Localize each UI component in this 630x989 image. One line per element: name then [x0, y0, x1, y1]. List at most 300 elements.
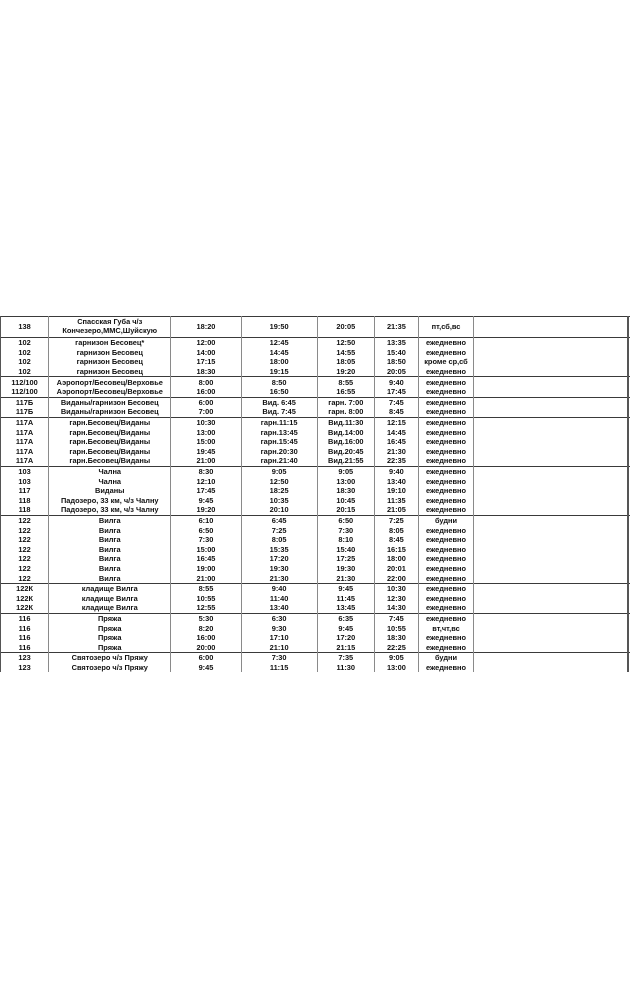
operating-days-cell: ежедневно: [418, 593, 473, 603]
route-number-cell: 122К: [1, 603, 49, 613]
sheet-left-border: [0, 316, 1, 672]
departure-time-cell: 14:00: [171, 348, 241, 358]
arrival-time-cell: 6:45: [241, 515, 317, 525]
route-number-cell: 117А: [1, 417, 49, 427]
operating-days-cell: будни: [418, 653, 473, 663]
empty-cell: [474, 348, 630, 358]
empty-cell: [474, 377, 630, 387]
destination-cell: кладище Вилга: [49, 583, 171, 593]
return-departure-cell: 18:05: [317, 357, 374, 367]
schedule-row: [1, 564, 630, 574]
operating-days-cell: ежедневно: [418, 496, 473, 506]
arrival-time-cell: 15:35: [241, 544, 317, 554]
departure-time-cell: 10:30: [171, 417, 241, 427]
route-number-cell: 122: [1, 564, 49, 574]
route-number-cell: 117А: [1, 437, 49, 447]
route-number-cell: 112/100: [1, 377, 49, 387]
operating-days-cell: ежедневно: [418, 486, 473, 496]
schedule-row: [1, 338, 630, 348]
schedule-row: [1, 486, 630, 496]
schedule-row: [1, 476, 630, 486]
operating-days-cell: ежедневно: [418, 573, 473, 583]
arrival-time-cell: 21:10: [241, 642, 317, 652]
operating-days-cell: вт,чт,вс: [418, 623, 473, 633]
destination-cell: Виданы/гарнизон Бесовец: [49, 407, 171, 417]
return-arrival-cell: 12:15: [374, 417, 418, 427]
empty-cell: [474, 505, 630, 515]
route-number-cell: 123: [1, 653, 49, 663]
departure-time-cell: 17:15: [171, 357, 241, 367]
schedule-row: [1, 663, 630, 672]
departure-time-cell: 12:10: [171, 476, 241, 486]
operating-days-cell: ежедневно: [418, 554, 473, 564]
operating-days-cell: ежедневно: [418, 564, 473, 574]
return-departure-cell: 12:50: [317, 338, 374, 348]
route-number-cell: 116: [1, 613, 49, 623]
destination-cell: Вилга: [49, 573, 171, 583]
return-arrival-cell: 16:15: [374, 544, 418, 554]
return-departure-cell: 6:50: [317, 515, 374, 525]
schedule-row: [1, 544, 630, 554]
empty-cell: [474, 447, 630, 457]
route-number-cell: 117Б: [1, 397, 49, 407]
return-arrival-cell: 8:45: [374, 407, 418, 417]
arrival-time-cell: 19:30: [241, 564, 317, 574]
return-departure-cell: 17:25: [317, 554, 374, 564]
arrival-time-cell: 11:15: [241, 663, 317, 672]
destination-cell: кладище Вилга: [49, 603, 171, 613]
schedule-row: [1, 367, 630, 377]
destination-cell: гарнизон Бесовец: [49, 348, 171, 358]
arrival-time-cell: 12:45: [241, 338, 317, 348]
schedule-row: [1, 505, 630, 515]
departure-time-cell: 16:45: [171, 554, 241, 564]
empty-cell: [474, 653, 630, 663]
destination-cell: Чална: [49, 476, 171, 486]
arrival-time-cell: 8:05: [241, 535, 317, 545]
return-arrival-cell: 8:45: [374, 535, 418, 545]
return-arrival-cell: 14:30: [374, 603, 418, 613]
schedule-row: [1, 456, 630, 466]
bus-schedule-table: [0, 316, 630, 672]
destination-cell: гарн.Бесовец/Виданы: [49, 456, 171, 466]
operating-days-cell: ежедневно: [418, 525, 473, 535]
route-number-cell: 117А: [1, 427, 49, 437]
route-number-cell: 103: [1, 476, 49, 486]
empty-cell: [474, 593, 630, 603]
destination-cell: Виданы/гарнизон Бесовец: [49, 397, 171, 407]
arrival-time-cell: 17:20: [241, 554, 317, 564]
departure-time-cell: 9:45: [171, 496, 241, 506]
empty-cell: [474, 367, 630, 377]
schedule-row: [1, 642, 630, 652]
return-arrival-cell: 16:45: [374, 437, 418, 447]
empty-cell: [474, 583, 630, 593]
return-arrival-cell: 15:40: [374, 348, 418, 358]
destination-cell: гарнизон Бесовец: [49, 367, 171, 377]
destination-cell: Вилга: [49, 525, 171, 535]
departure-time-cell: 8:55: [171, 583, 241, 593]
schedule-row: [1, 496, 630, 506]
arrival-time-cell: 19:15: [241, 367, 317, 377]
destination-cell: Пряжа: [49, 642, 171, 652]
schedule-row: [1, 525, 630, 535]
schedule-row: [1, 593, 630, 603]
return-arrival-cell: 13:00: [374, 663, 418, 672]
route-number-cell: 122К: [1, 593, 49, 603]
return-arrival-cell: 17:45: [374, 387, 418, 397]
departure-time-cell: 19:00: [171, 564, 241, 574]
route-number-cell: 118: [1, 496, 49, 506]
route-number-cell: 102: [1, 367, 49, 377]
destination-cell: Вилга: [49, 535, 171, 545]
empty-cell: [474, 317, 630, 338]
departure-time-cell: 10:55: [171, 593, 241, 603]
operating-days-cell: ежедневно: [418, 663, 473, 672]
departure-time-cell: 5:30: [171, 613, 241, 623]
return-departure-cell: гарн. 8:00: [317, 407, 374, 417]
route-number-cell: 122: [1, 535, 49, 545]
operating-days-cell: ежедневно: [418, 603, 473, 613]
departure-time-cell: 8:00: [171, 377, 241, 387]
departure-time-cell: 13:00: [171, 427, 241, 437]
return-departure-cell: 10:45: [317, 496, 374, 506]
return-departure-cell: 21:30: [317, 573, 374, 583]
return-arrival-cell: 22:00: [374, 573, 418, 583]
route-number-cell: 122: [1, 525, 49, 535]
empty-cell: [474, 544, 630, 554]
destination-cell: Падозеро, 33 км, ч/з Чалну: [49, 505, 171, 515]
empty-cell: [474, 515, 630, 525]
return-arrival-cell: 11:35: [374, 496, 418, 506]
return-arrival-cell: 12:30: [374, 593, 418, 603]
return-departure-cell: 19:20: [317, 367, 374, 377]
return-arrival-cell: 9:40: [374, 377, 418, 387]
arrival-time-cell: 17:10: [241, 633, 317, 643]
route-number-cell: 117Б: [1, 407, 49, 417]
destination-cell: Вилга: [49, 564, 171, 574]
operating-days-cell: ежедневно: [418, 633, 473, 643]
departure-time-cell: 15:00: [171, 437, 241, 447]
return-arrival-cell: 18:50: [374, 357, 418, 367]
return-departure-cell: гарн. 7:00: [317, 397, 374, 407]
departure-time-cell: 6:10: [171, 515, 241, 525]
departure-time-cell: 7:30: [171, 535, 241, 545]
schedule-row: [1, 437, 630, 447]
route-number-cell: 116: [1, 623, 49, 633]
schedule-row: [1, 633, 630, 643]
return-departure-cell: Вид.14:00: [317, 427, 374, 437]
sheet-right-border: [627, 316, 629, 672]
operating-days-cell: кроме ср,сб: [418, 357, 473, 367]
schedule-row: [1, 377, 630, 387]
schedule-row: [1, 427, 630, 437]
schedule-row: [1, 515, 630, 525]
empty-cell: [474, 427, 630, 437]
route-number-cell: 102: [1, 348, 49, 358]
return-arrival-cell: 20:01: [374, 564, 418, 574]
arrival-time-cell: 18:25: [241, 486, 317, 496]
arrival-time-cell: 6:30: [241, 613, 317, 623]
departure-time-cell: 12:00: [171, 338, 241, 348]
empty-cell: [474, 456, 630, 466]
operating-days-cell: ежедневно: [418, 476, 473, 486]
return-departure-cell: 6:35: [317, 613, 374, 623]
arrival-time-cell: гарн.13:45: [241, 427, 317, 437]
schedule-sheet: [0, 316, 630, 672]
schedule-row: [1, 653, 630, 663]
destination-cell: Виданы: [49, 486, 171, 496]
empty-cell: [474, 623, 630, 633]
departure-time-cell: 6:00: [171, 653, 241, 663]
destination-cell: гарн.Бесовец/Виданы: [49, 417, 171, 427]
destination-cell: гарн.Бесовец/Виданы: [49, 447, 171, 457]
return-departure-cell: 13:00: [317, 476, 374, 486]
operating-days-cell: ежедневно: [418, 367, 473, 377]
arrival-time-cell: 14:45: [241, 348, 317, 358]
departure-time-cell: 21:00: [171, 573, 241, 583]
destination-cell: Падозеро, 33 км, ч/з Чалну: [49, 496, 171, 506]
schedule-row: [1, 554, 630, 564]
route-number-cell: 118: [1, 505, 49, 515]
return-departure-cell: Вид.11:30: [317, 417, 374, 427]
return-arrival-cell: 21:35: [374, 317, 418, 338]
return-departure-cell: 21:15: [317, 642, 374, 652]
operating-days-cell: ежедневно: [418, 437, 473, 447]
route-number-cell: 138: [1, 317, 49, 338]
return-arrival-cell: 7:45: [374, 613, 418, 623]
empty-cell: [474, 573, 630, 583]
empty-cell: [474, 486, 630, 496]
destination-cell: гарнизон Бесовец*: [49, 338, 171, 348]
operating-days-cell: ежедневно: [418, 544, 473, 554]
operating-days-cell: ежедневно: [418, 505, 473, 515]
return-departure-cell: 8:55: [317, 377, 374, 387]
operating-days-cell: ежедневно: [418, 447, 473, 457]
departure-time-cell: 19:20: [171, 505, 241, 515]
empty-cell: [474, 476, 630, 486]
arrival-time-cell: гарн.15:45: [241, 437, 317, 447]
return-departure-cell: 18:30: [317, 486, 374, 496]
return-arrival-cell: 21:30: [374, 447, 418, 457]
arrival-time-cell: гарн.21:40: [241, 456, 317, 466]
schedule-row: [1, 407, 630, 417]
return-arrival-cell: 19:10: [374, 486, 418, 496]
destination-cell: Чална: [49, 466, 171, 476]
operating-days-cell: будни: [418, 515, 473, 525]
return-departure-cell: 19:30: [317, 564, 374, 574]
destination-cell: Святозеро ч/з Пряжу: [49, 663, 171, 672]
operating-days-cell: ежедневно: [418, 377, 473, 387]
return-arrival-cell: 9:05: [374, 653, 418, 663]
departure-time-cell: 18:30: [171, 367, 241, 377]
return-departure-cell: Вид.20:45: [317, 447, 374, 457]
return-departure-cell: 8:10: [317, 535, 374, 545]
return-departure-cell: Вид.16:00: [317, 437, 374, 447]
route-number-cell: 112/100: [1, 387, 49, 397]
empty-cell: [474, 663, 630, 672]
operating-days-cell: ежедневно: [418, 456, 473, 466]
route-number-cell: 122: [1, 515, 49, 525]
schedule-row: [1, 573, 630, 583]
return-departure-cell: 7:30: [317, 525, 374, 535]
return-departure-cell: 13:45: [317, 603, 374, 613]
destination-cell: Вилга: [49, 554, 171, 564]
return-arrival-cell: 8:05: [374, 525, 418, 535]
operating-days-cell: ежедневно: [418, 338, 473, 348]
departure-time-cell: 15:00: [171, 544, 241, 554]
arrival-time-cell: Вид. 6:45: [241, 397, 317, 407]
destination-cell: Пряжа: [49, 633, 171, 643]
operating-days-cell: ежедневно: [418, 583, 473, 593]
return-departure-cell: 20:15: [317, 505, 374, 515]
schedule-row: [1, 535, 630, 545]
return-arrival-cell: 20:05: [374, 367, 418, 377]
destination-cell: Святозеро ч/з Пряжу: [49, 653, 171, 663]
arrival-time-cell: гарн.20:30: [241, 447, 317, 457]
return-departure-cell: 16:55: [317, 387, 374, 397]
departure-time-cell: 19:45: [171, 447, 241, 457]
return-departure-cell: 9:45: [317, 623, 374, 633]
operating-days-cell: ежедневно: [418, 642, 473, 652]
schedule-body: [1, 317, 630, 673]
route-number-cell: 116: [1, 633, 49, 643]
return-arrival-cell: 18:30: [374, 633, 418, 643]
destination-cell: гарн.Бесовец/Виданы: [49, 427, 171, 437]
arrival-time-cell: Вид. 7:45: [241, 407, 317, 417]
empty-cell: [474, 496, 630, 506]
arrival-time-cell: 13:40: [241, 603, 317, 613]
departure-time-cell: 18:20: [171, 317, 241, 338]
route-number-cell: 116: [1, 642, 49, 652]
departure-time-cell: 17:45: [171, 486, 241, 496]
schedule-row: [1, 317, 630, 338]
operating-days-cell: ежедневно: [418, 387, 473, 397]
schedule-row: [1, 417, 630, 427]
operating-days-cell: ежедневно: [418, 613, 473, 623]
destination-cell: Вилга: [49, 515, 171, 525]
arrival-time-cell: 7:30: [241, 653, 317, 663]
empty-cell: [474, 417, 630, 427]
return-arrival-cell: 10:30: [374, 583, 418, 593]
arrival-time-cell: 18:00: [241, 357, 317, 367]
route-number-cell: 122: [1, 544, 49, 554]
departure-time-cell: 6:00: [171, 397, 241, 407]
return-departure-cell: 9:45: [317, 583, 374, 593]
route-number-cell: 117: [1, 486, 49, 496]
departure-time-cell: 16:00: [171, 633, 241, 643]
departure-time-cell: 9:45: [171, 663, 241, 672]
departure-time-cell: 8:30: [171, 466, 241, 476]
operating-days-cell: ежедневно: [418, 407, 473, 417]
operating-days-cell: ежедневно: [418, 397, 473, 407]
operating-days-cell: ежедневно: [418, 427, 473, 437]
return-departure-cell: 15:40: [317, 544, 374, 554]
return-arrival-cell: 7:45: [374, 397, 418, 407]
empty-cell: [474, 633, 630, 643]
schedule-row: [1, 397, 630, 407]
destination-cell: Спасская Губа ч/з Кончезеро,ММС,Шуйскую: [49, 317, 171, 338]
return-arrival-cell: 14:45: [374, 427, 418, 437]
destination-cell: гарнизон Бесовец: [49, 357, 171, 367]
departure-time-cell: 6:50: [171, 525, 241, 535]
return-departure-cell: 7:35: [317, 653, 374, 663]
destination-cell: Аэропорт/Бесовец/Верховье: [49, 387, 171, 397]
arrival-time-cell: 9:30: [241, 623, 317, 633]
route-number-cell: 102: [1, 357, 49, 367]
return-arrival-cell: 18:00: [374, 554, 418, 564]
schedule-row: [1, 623, 630, 633]
destination-cell: Аэропорт/Бесовец/Верховье: [49, 377, 171, 387]
empty-cell: [474, 603, 630, 613]
schedule-row: [1, 447, 630, 457]
empty-cell: [474, 407, 630, 417]
route-number-cell: 102: [1, 338, 49, 348]
arrival-time-cell: 16:50: [241, 387, 317, 397]
departure-time-cell: 21:00: [171, 456, 241, 466]
empty-cell: [474, 466, 630, 476]
return-departure-cell: Вид.21:55: [317, 456, 374, 466]
arrival-time-cell: гарн.11:15: [241, 417, 317, 427]
arrival-time-cell: 20:10: [241, 505, 317, 515]
empty-cell: [474, 397, 630, 407]
empty-cell: [474, 642, 630, 652]
return-arrival-cell: 7:25: [374, 515, 418, 525]
return-arrival-cell: 9:40: [374, 466, 418, 476]
schedule-row: [1, 387, 630, 397]
route-number-cell: 117А: [1, 456, 49, 466]
return-departure-cell: 14:55: [317, 348, 374, 358]
arrival-time-cell: 12:50: [241, 476, 317, 486]
destination-cell: Пряжа: [49, 623, 171, 633]
arrival-time-cell: 10:35: [241, 496, 317, 506]
return-departure-cell: 17:20: [317, 633, 374, 643]
schedule-row: [1, 613, 630, 623]
arrival-time-cell: 11:40: [241, 593, 317, 603]
destination-cell: Пряжа: [49, 613, 171, 623]
schedule-row: [1, 583, 630, 593]
return-arrival-cell: 10:55: [374, 623, 418, 633]
return-departure-cell: 20:05: [317, 317, 374, 338]
arrival-time-cell: 9:40: [241, 583, 317, 593]
operating-days-cell: ежедневно: [418, 535, 473, 545]
schedule-row: [1, 357, 630, 367]
arrival-time-cell: 8:50: [241, 377, 317, 387]
return-departure-cell: 9:05: [317, 466, 374, 476]
empty-cell: [474, 535, 630, 545]
empty-cell: [474, 564, 630, 574]
destination-cell: кладище Вилга: [49, 593, 171, 603]
destination-cell: Вилга: [49, 544, 171, 554]
departure-time-cell: 12:55: [171, 603, 241, 613]
schedule-row: [1, 466, 630, 476]
return-arrival-cell: 13:40: [374, 476, 418, 486]
operating-days-cell: ежедневно: [418, 348, 473, 358]
arrival-time-cell: 7:25: [241, 525, 317, 535]
empty-cell: [474, 387, 630, 397]
return-arrival-cell: 22:35: [374, 456, 418, 466]
return-departure-cell: 11:45: [317, 593, 374, 603]
arrival-time-cell: 9:05: [241, 466, 317, 476]
destination-cell: гарн.Бесовец/Виданы: [49, 437, 171, 447]
route-number-cell: 117А: [1, 447, 49, 457]
route-number-cell: 103: [1, 466, 49, 476]
route-number-cell: 122К: [1, 583, 49, 593]
route-number-cell: 122: [1, 573, 49, 583]
empty-cell: [474, 437, 630, 447]
empty-cell: [474, 525, 630, 535]
return-arrival-cell: 21:05: [374, 505, 418, 515]
